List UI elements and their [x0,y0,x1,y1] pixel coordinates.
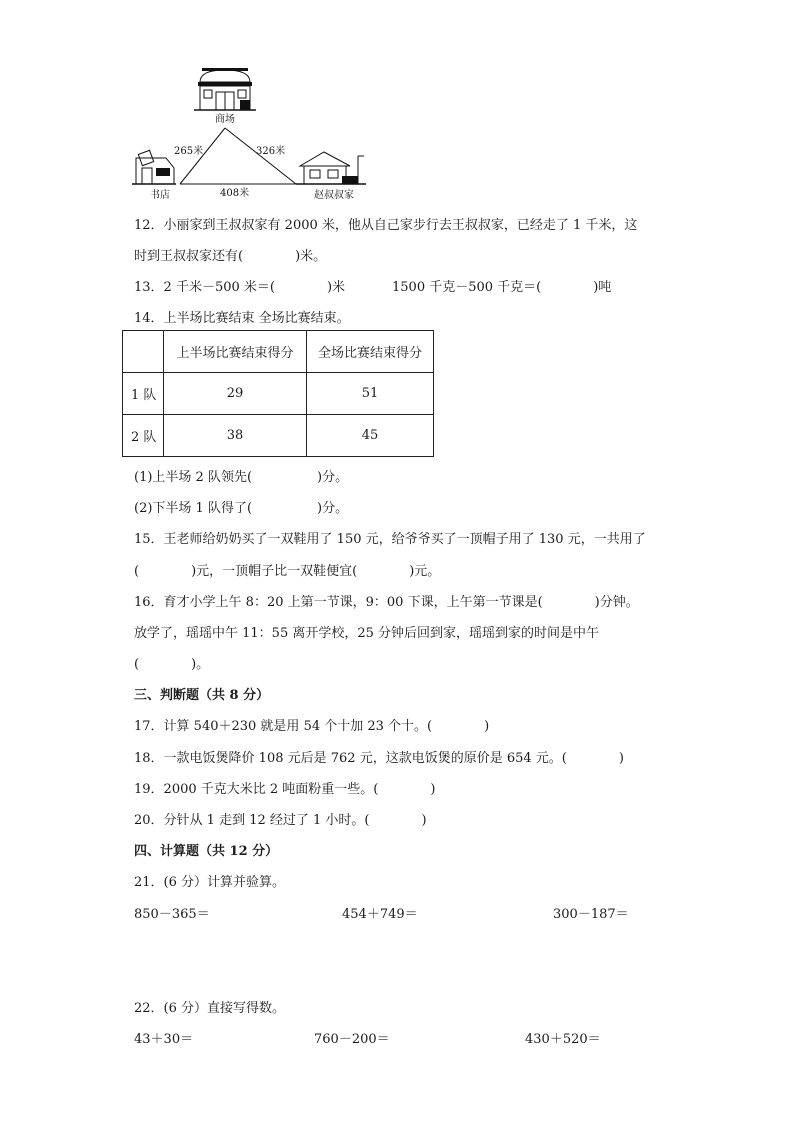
q22-item-3: 430＋520＝ [525,1032,601,1047]
table-cell: 29 [164,373,307,415]
q15-line2: ( )元，一顶帽子比一双鞋便宜( )元。 [134,564,441,579]
q16-line2: 放学了，瑶瑶中午 11：55 离开学校，25 分钟后回到家，瑶瑶到家的时间是中午 [134,626,600,641]
map-figure [128,62,378,207]
q19: 19．2000 千克大米比 2 吨面粉重一些。( ) [134,782,436,797]
bookstore-label: 书店 [150,190,170,201]
q12-line2: 时到王叔叔家还有( )米。 [134,249,327,264]
mall-icon [194,68,256,110]
q16-line1: 16．育才小学上午 8：20 上第一节课，9：00 下课，上午第一节课是( )分钟。 [134,595,639,610]
table-header-cell [123,331,164,373]
q22-title: 22．(6 分）直接写得数。 [134,1001,286,1016]
q21-item-1: 850－365＝ [134,907,210,922]
section3-title: 三、判断题（共 8 分） [134,688,270,703]
q14-sub1: (1)上半场 2 队领先( )分。 [134,470,349,485]
q20: 20．分针从 1 走到 12 经过了 1 小时。( ) [134,813,427,828]
q12-line1: 12．小丽家到王叔叔家有 2000 米，他从自己家步行去王叔叔家，已经走了 1 千米，这 [134,218,638,233]
q14-title: 14．上半场比赛结束 全场比赛结束。 [134,311,350,326]
table-cell-team: 2 队 [123,415,164,457]
section4-title: 四、计算题（共 12 分） [134,844,279,859]
score-table [122,330,434,457]
distance-bottom: 408米 [220,188,250,199]
q14-sub2: (2)下半场 1 队得了( )分。 [134,501,349,516]
q21-item-2: 454＋749＝ [342,907,418,922]
bookstore-icon [132,150,176,184]
table-row [123,373,434,415]
table-cell: 51 [307,373,434,415]
table-header-cell: 全场比赛结束得分 [307,331,434,373]
table-cell: 38 [164,415,307,457]
table-cell-team: 1 队 [123,373,164,415]
distance-right: 326米 [256,146,286,157]
table-row [123,415,434,457]
q21-title: 21．(6 分）计算并验算。 [134,875,286,890]
table-cell: 45 [307,415,434,457]
table-header-cell: 上半场比赛结束得分 [164,331,307,373]
q21-item-3: 300－187＝ [553,907,629,922]
q17: 17．计算 540＋230 就是用 54 个十加 23 个十。( ) [134,719,490,734]
table-header-row [123,331,434,373]
q22-item-2: 760－200＝ [314,1032,390,1047]
distance-left: 265米 [174,146,204,157]
house-label: 赵叔叔家 [314,190,354,201]
q18: 18．一款电饭煲降价 108 元后是 762 元，这款电饭煲的原价是 654 元。( ) [134,751,624,766]
q13-part2: 1500 千克－500 千克＝( )吨 [392,280,612,295]
q15-line1: 15．王老师给奶奶买了一双鞋用了 150 元，给爷爷买了一顶帽子用了 130 元，一共用了 [134,532,646,547]
mall-label: 商场 [215,114,235,125]
q16-line3: ( )。 [134,657,210,672]
q13-part1: 13．2 千米－500 米＝( )米 [134,280,346,295]
house-icon [296,152,366,184]
q22-item-1: 43＋30＝ [134,1032,194,1047]
